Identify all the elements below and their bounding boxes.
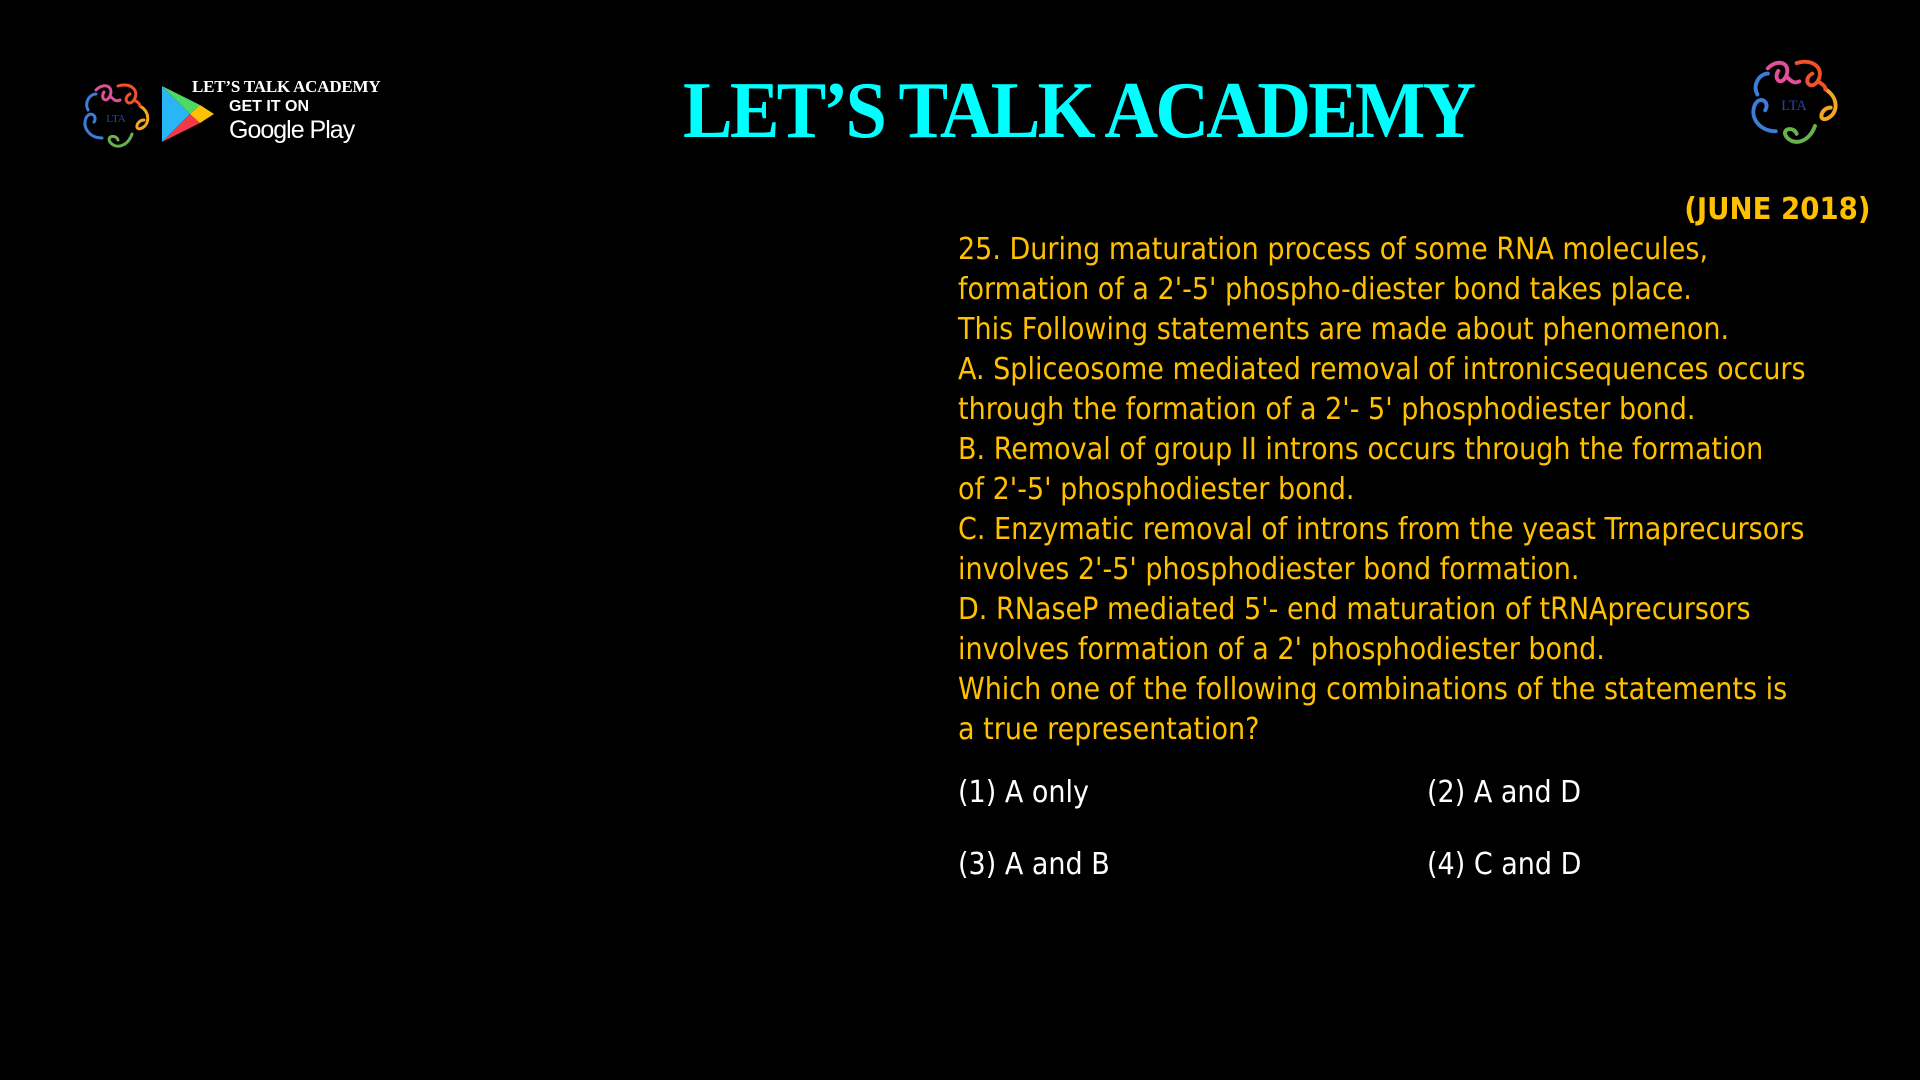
academy-logo-right <box>1738 50 1850 160</box>
statement-a-cont: through the formation of a 2'- 5' phosphodiester bond. <box>958 392 1696 427</box>
svg-text:LTA: LTA <box>106 113 126 125</box>
academy-logo-left <box>74 76 158 160</box>
question-text <box>958 230 1888 750</box>
badge-get-it-on-text[interactable]: GET IT ON <box>229 98 309 115</box>
badge-brand-text[interactable]: LET’S TALK ACADEMY <box>192 77 381 96</box>
question-prompt-cont: a true representation? <box>958 712 1260 747</box>
statement-d-cont: involves formation of a 2' phosphodiester bond. <box>958 632 1605 667</box>
statement-a: A. Spliceosome mediated removal of intronicsequences occurs <box>958 352 1806 387</box>
question-line: formation of a 2'-5' phospho-diester bond takes place. <box>958 272 1692 307</box>
svg-text:LTA: LTA <box>1781 98 1807 115</box>
statement-d: D. RNaseP mediated 5'- end maturation of tRNAprecursors <box>958 592 1751 627</box>
statement-b: B. Removal of group II introns occurs through the formation <box>958 432 1764 467</box>
option-1[interactable]: (1) A only <box>958 775 1089 810</box>
statement-b-cont: of 2'-5' phosphodiester bond. <box>958 472 1355 507</box>
statement-c-cont: involves 2'-5' phosphodiester bond formation. <box>958 552 1580 587</box>
statement-c: C. Enzymatic removal of introns from the yeast Trnaprecursors <box>958 512 1805 547</box>
protein-ribbon-logo-icon <box>74 76 158 160</box>
question-line: 25. During maturation process of some RNA molecules, <box>958 232 1709 267</box>
question-prompt: Which one of the following combinations of the statements is <box>958 672 1788 707</box>
protein-ribbon-logo-icon <box>1738 50 1850 160</box>
question-line: This Following statements are made about phenomenon. <box>958 312 1730 347</box>
option-3[interactable]: (3) A and B <box>958 847 1110 882</box>
option-4[interactable]: (4) C and D <box>1427 847 1582 882</box>
exam-session-tag: (JUNE 2018) <box>1683 192 1870 227</box>
badge-store-name[interactable]: Google Play <box>229 116 355 144</box>
option-2[interactable]: (2) A and D <box>1427 775 1582 810</box>
page-title: LET’S TALK ACADEMY <box>683 67 1474 155</box>
